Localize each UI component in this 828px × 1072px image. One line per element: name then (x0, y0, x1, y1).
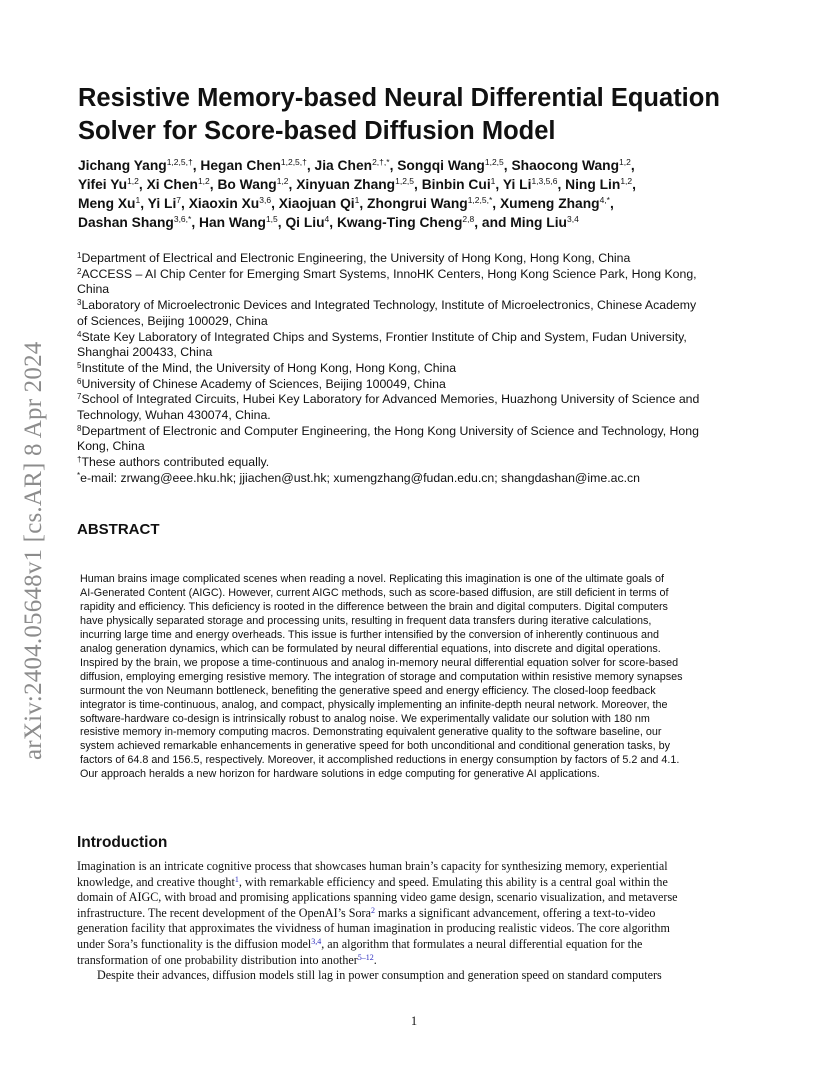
author-separator: , (209, 177, 218, 192)
affiliation-marker: * (77, 470, 81, 480)
affiliation-text: Technology, Wuhan 430074, China. (77, 408, 271, 423)
abstract-heading: ABSTRACT (77, 521, 160, 538)
author-name: Songqi Wang (397, 158, 485, 173)
author-affiliation-marker: 1,3,5,6 (531, 176, 558, 186)
author-entry (189, 196, 279, 211)
affiliation-line (77, 455, 767, 471)
author-name: Jichang Yang (78, 158, 167, 173)
author-name: Ning Lin (565, 177, 621, 192)
text-run: . (373, 952, 377, 967)
abstract-line: Our approach heralds a new horizon for hardware solutions in edge computing for generative AI applications. (80, 768, 600, 781)
author-entry (78, 196, 148, 211)
affiliation-marker: 3 (77, 298, 82, 308)
author-affiliation-marker: 4,* (599, 195, 610, 205)
author-entry (422, 177, 503, 192)
author-affiliation-marker: 3,6 (259, 195, 272, 205)
author-separator: , (632, 177, 636, 192)
affiliation-line (77, 439, 767, 455)
affiliation-marker: 5 (77, 360, 82, 370)
author-separator: , (138, 177, 147, 192)
author-name: Binbin Cui (421, 177, 491, 192)
abstract-line: resistive memory in-memory computing macros. Demonstrating equivalent generative quality to the software baseline, our (80, 726, 662, 739)
author-separator: , (557, 177, 566, 192)
author-separator: , (288, 177, 297, 192)
affiliation-text: Department of Electrical and Electronic Engineering, the University of Hong Kong, Hong Kong, China (81, 251, 631, 265)
author-affiliation-marker: 1,2 (276, 176, 289, 186)
author-name: Yifei Yu (78, 177, 128, 192)
affiliation-marker: 7 (77, 392, 82, 402)
page-number: 1 (410, 1014, 418, 1028)
author-entry (397, 158, 511, 173)
author-name: Bo Wang (217, 177, 277, 192)
abstract-line: Human brains image complicated scenes when reading a novel. Replicating this imagination is one of the ultimate goals of (80, 573, 664, 585)
author-entry (200, 158, 314, 173)
text-run: domain of AIGC, with broad and promising applications spanning video game design, scenario visualization, and metaverse (77, 890, 678, 905)
author-entry (78, 215, 199, 230)
author-name: Xiaoxin Xu (188, 196, 260, 211)
author-affiliation-marker: 4 (324, 214, 330, 224)
author-separator: , (359, 196, 368, 211)
author-affiliation-marker: 1,2 (127, 176, 139, 186)
affiliation-list (77, 251, 767, 487)
author-separator: , (630, 158, 635, 173)
abstract-line: factors of 64.8 and 156.5, respectively. Moreover, it accomplished reductions in energy consumption by factors of 5.2 and 4.1. (80, 754, 680, 767)
affiliation-text: These authors contributed equally. (81, 455, 270, 470)
title-line: Resistive Memory-based Neural Differential Equation (78, 84, 720, 112)
introduction-line (77, 906, 767, 922)
affiliation-text: University of Chinese Academy of Sciences, Beijing 100049, China (81, 376, 446, 391)
title-line: Solver for Score-based Diffusion Model (78, 117, 556, 145)
introduction-line (77, 875, 767, 891)
author-entry (315, 158, 398, 173)
author-affiliation-marker: 1 (354, 195, 360, 205)
author-separator: , (414, 177, 422, 192)
author-name: Kwang-Ting Cheng (336, 215, 463, 230)
affiliation-marker: † (77, 455, 82, 465)
author-name: Xumeng Zhang (499, 196, 600, 211)
abstract-line: software-hardware co-design is intrinsically robust to analog noise. We experimentally validate our solution with 180 nm (80, 712, 650, 725)
author-affiliation-marker: 1 (135, 195, 141, 205)
author-entry (199, 215, 285, 230)
author-entry (337, 215, 510, 230)
author-separator: , (492, 196, 500, 211)
author-entry (500, 196, 614, 211)
text-run: transformation of one probability distribution into another (77, 952, 358, 967)
citation-reference: 2 (370, 905, 375, 915)
text-run: Imagination is an intricate cognitive process that showcases human brain’s capacity for synthesizing memory, experiential (77, 859, 668, 873)
text-run: , an algorithm that formulates a neural differential equation for the (321, 936, 643, 951)
author-separator: , (277, 215, 286, 230)
author-name: Ming Liu (510, 215, 567, 230)
author-name: Han Wang (199, 215, 266, 230)
author-separator: , (495, 177, 503, 192)
introduction-line (77, 921, 767, 937)
affiliation-text: China (77, 282, 110, 297)
author-name: Xiaojuan Qi (278, 196, 355, 211)
author-entry (503, 177, 565, 192)
author-affiliation-marker: 1,2,5 (395, 176, 415, 186)
author-name: Zhongrui Wang (367, 196, 468, 211)
affiliation-text: ACCESS – AI Chip Center for Emerging Smart Systems, InnoHK Centers, Hong Kong Science Park, Hong Kong, (81, 266, 697, 281)
text-run: , with remarkable efficiency and speed. Emulating this ability is a central goal within the (238, 874, 668, 889)
affiliation-line (77, 408, 767, 424)
author-name: Shaocong Wang (511, 158, 619, 173)
author-name: Meng Xu (78, 196, 136, 211)
author-affiliation-marker: 3,6,* (173, 214, 192, 224)
affiliation-line (77, 282, 767, 298)
abstract-line: have physically separated storage and processing units, resulting in frequent data transfers during iterative calculations, (80, 614, 652, 627)
author-affiliation-marker: 1,2,5,* (467, 195, 493, 205)
author-name: Hegan Chen (200, 158, 281, 173)
author-line (78, 194, 768, 213)
author-line (78, 213, 768, 232)
affiliation-line (77, 361, 767, 377)
affiliation-line (77, 471, 767, 487)
text-run: marks a significant advancement, offering a text-to-video (374, 905, 656, 920)
author-line (78, 156, 768, 175)
text-run: knowledge, and creative thought (77, 874, 235, 889)
author-affiliation-marker: 1,2 (197, 176, 210, 186)
author-name: Yi Li (147, 196, 177, 211)
author-separator: , (140, 196, 148, 211)
introduction-body (77, 859, 767, 984)
author-separator: , (271, 196, 279, 211)
arxiv-watermark: arXiv:2404.05648v1 [cs.AR] 8 Apr 2024 (20, 341, 47, 760)
affiliation-line (77, 392, 767, 408)
abstract-line: system achieved remarkable enhancements in generative speed for both unconditional and conditional generation tasks, by (80, 740, 670, 753)
affiliation-marker: 6 (77, 376, 82, 386)
abstract-body (80, 573, 760, 782)
introduction-line (77, 968, 767, 984)
author-affiliation-marker: 1 (490, 176, 496, 186)
affiliation-marker: 2 (77, 266, 82, 276)
introduction-line (77, 890, 767, 906)
affiliation-marker: 4 (77, 329, 82, 339)
introduction-line (77, 953, 767, 969)
author-name: Yi Li (502, 177, 532, 192)
author-entry (367, 196, 500, 211)
author-name: Xi Chen (146, 177, 198, 192)
text-run: generation facility that approximates the vividness of human imagination in producing realistic videos. The core algorithm (77, 921, 670, 936)
affiliation-text: of Sciences, Beijing 100029, China (77, 313, 268, 328)
author-separator: , (306, 158, 315, 173)
affiliation-marker: 8 (77, 423, 82, 433)
paper-title (78, 82, 778, 148)
affiliation-text: e-mail: zrwang@eee.hku.hk; jjiachen@ust.hk; xumengzhang@fudan.edu.cn; shangdashan@ime.ac.cn (80, 470, 641, 485)
text-run: infrastructure. The recent development of the OpenAI’s Sora (77, 905, 371, 920)
abstract-line: surmount the von Neumann bottleneck, benefiting the generative speed and energy efficiency. The closed-loop feedback (80, 684, 656, 697)
abstract-line: Inspired by the brain, we propose a time-continuous and analog in-memory neural differential equation solver for score-based (80, 656, 679, 669)
author-name: Jia Chen (314, 158, 373, 173)
author-affiliation-marker: 1,2,5,† (280, 157, 307, 167)
affiliation-marker: 1 (77, 251, 82, 260)
author-affiliation-marker: 2,8 (462, 214, 475, 224)
author-list (78, 156, 768, 232)
author-entry (285, 215, 337, 230)
author-entry (78, 177, 147, 192)
author-entry (510, 215, 579, 230)
affiliation-text: Laboratory of Microelectronic Devices and Integrated Technology, Institute of Microelectronics, Chinese Academy (81, 298, 697, 313)
abstract-line: rapidity and efficiency. This deficiency is rooted in the difference between the brain and digital computers. Digital computers (80, 600, 668, 613)
author-affiliation-marker: 1,2 (619, 157, 631, 167)
abstract-line: integrator is time-continuous, analog, and compact, physically implementing an infinite-depth neural network. Moreover, the (80, 698, 668, 711)
author-separator: , (181, 196, 189, 211)
author-entry (511, 158, 634, 173)
affiliation-line (77, 251, 767, 267)
abstract-line: AI-Generated Content (AIGC). However, current AIGC methods, such as score-based diffusion, are still deficient in terms of (80, 586, 669, 599)
affiliation-line (77, 314, 767, 330)
author-separator: , (610, 196, 614, 211)
affiliation-line (77, 424, 767, 440)
author-entry (78, 158, 200, 173)
text-run: under Sora’s functionality is the diffusion model (77, 936, 312, 951)
author-entry (279, 196, 367, 211)
abstract-line: diffusion, employing emerging resistive memory. The integration of storage and computation within resistive memory synapses (80, 670, 683, 683)
author-affiliation-marker: 1,5 (265, 214, 278, 224)
author-affiliation-marker: 1,2,5,† (166, 157, 193, 167)
abstract-line: incurring large time and energy overheads. This issue is further intensified by the conversion of inherently continuous and (80, 628, 659, 641)
author-affiliation-marker: 1,2 (620, 176, 633, 186)
affiliation-line (77, 330, 767, 346)
introduction-line (77, 859, 767, 875)
affiliation-text: Kong, China (77, 439, 145, 454)
author-separator: , and (474, 215, 511, 230)
affiliation-text: Shanghai 200433, China (77, 345, 213, 360)
text-run: Despite their advances, diffusion models still lag in power consumption and generation speed on standard computers (97, 968, 662, 983)
affiliation-text: Department of Electronic and Computer Engineering, the Hong Kong University of Science and Technology, Hong (81, 423, 699, 438)
author-line (78, 175, 768, 194)
affiliation-text: Institute of the Mind, the University of Hong Kong, Hong Kong, China (81, 360, 457, 375)
author-separator: , (191, 215, 200, 230)
author-separator: , (192, 158, 201, 173)
affiliation-line (77, 298, 767, 314)
author-entry (147, 177, 218, 192)
author-separator: , (503, 158, 512, 173)
author-entry (565, 177, 636, 192)
abstract-line: analog generation dynamics, which can be formulated by neural differential equations, into discrete and digital operations. (80, 642, 661, 655)
author-name: Xinyuan Zhang (296, 177, 396, 192)
affiliation-text: School of Integrated Circuits, Hubei Key Laboratory for Advanced Memories, Huazhong University of Science and (81, 392, 700, 407)
introduction-line (77, 937, 767, 953)
affiliation-line (77, 345, 767, 361)
citation-reference: 3,4 (311, 936, 322, 946)
affiliation-text: State Key Laboratory of Integrated Chips and Systems, Frontier Institute of Chip and System, Fudan University, (81, 329, 687, 344)
author-entry (148, 196, 189, 211)
citation-reference: 5–12 (357, 952, 374, 962)
affiliation-line (77, 267, 767, 283)
author-affiliation-marker: 2,†,* (372, 157, 390, 167)
author-separator: , (389, 158, 398, 173)
citation-reference: 1 (234, 874, 239, 884)
introduction-heading: Introduction (77, 834, 168, 851)
author-entry (296, 177, 421, 192)
author-separator: , (329, 215, 337, 230)
author-entry (217, 177, 296, 192)
author-name: Dashan Shang (78, 215, 174, 230)
author-affiliation-marker: 3,4 (566, 214, 579, 224)
author-affiliation-marker: 7 (176, 195, 182, 205)
author-affiliation-marker: 1,2,5 (484, 157, 504, 167)
affiliation-line (77, 377, 767, 393)
author-name: Qi Liu (285, 215, 325, 230)
